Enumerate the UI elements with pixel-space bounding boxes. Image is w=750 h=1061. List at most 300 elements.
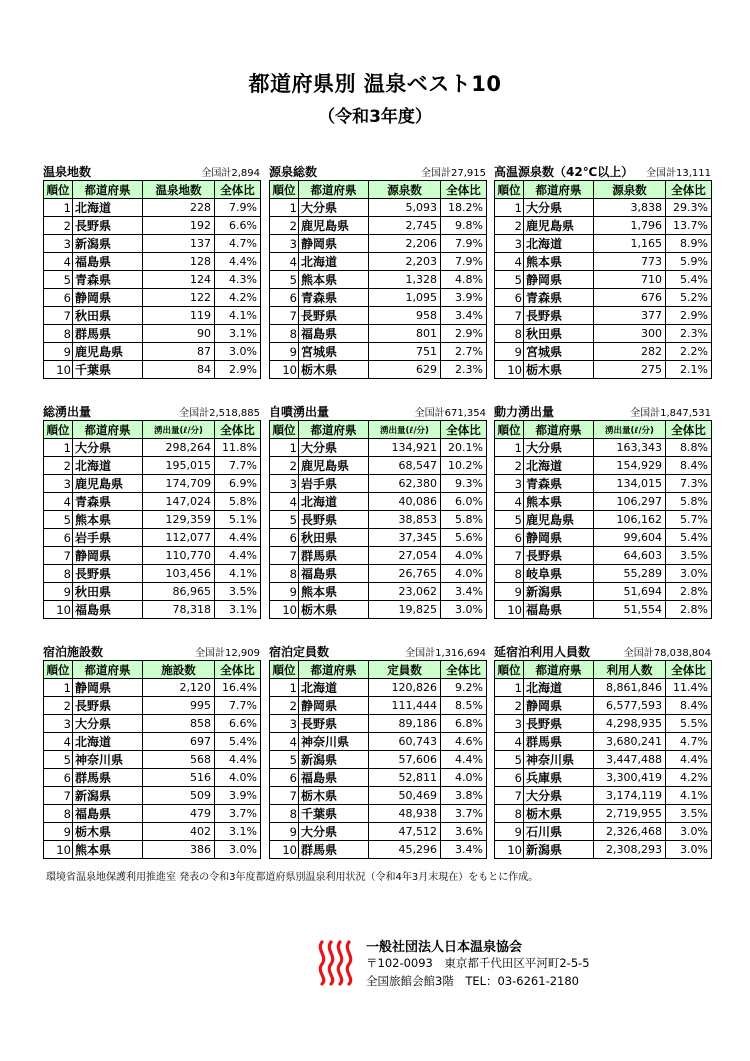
share-cell: 8.5% <box>441 697 487 715</box>
table-row <box>495 493 712 511</box>
prefecture-cell: 大分県 <box>299 199 369 217</box>
prefecture-cell: 長野県 <box>73 565 143 583</box>
table-row <box>495 307 712 325</box>
page-title: 都道府県別 温泉ベスト10 <box>248 72 502 96</box>
share-cell: 4.0% <box>215 769 261 787</box>
value-header: 源泉数 <box>369 181 441 199</box>
value-cell: 134,921 <box>369 439 441 457</box>
rank-cell: 3 <box>270 475 299 493</box>
rank-header: 順位 <box>44 661 73 679</box>
prefecture-cell: 栃木県 <box>524 805 594 823</box>
rank-cell: 8 <box>44 805 73 823</box>
share-cell: 4.3% <box>215 271 261 289</box>
value-cell: 192 <box>143 217 215 235</box>
value-cell: 23,062 <box>369 583 441 601</box>
rank-cell: 5 <box>44 751 73 769</box>
table-row <box>270 217 487 235</box>
table-row <box>270 529 487 547</box>
rank-cell: 3 <box>495 475 524 493</box>
prefecture-cell: 兵庫県 <box>524 769 594 787</box>
prefecture-header: 都道府県 <box>73 421 143 439</box>
prefecture-cell: 群馬県 <box>73 769 143 787</box>
table-row <box>495 529 712 547</box>
value-cell: 2,326,468 <box>594 823 666 841</box>
rank-cell: 2 <box>270 697 299 715</box>
rank-cell: 1 <box>44 199 73 217</box>
prefecture-cell: 群馬県 <box>524 733 594 751</box>
share-cell: 3.0% <box>215 841 261 859</box>
rank-cell: 3 <box>44 235 73 253</box>
rank-cell: 9 <box>270 343 299 361</box>
table-row <box>44 733 261 751</box>
table-row <box>44 751 261 769</box>
share-cell: 5.5% <box>666 715 712 733</box>
rank-cell: 4 <box>270 493 299 511</box>
prefecture-header: 都道府県 <box>524 181 594 199</box>
table-row <box>44 511 261 529</box>
value-cell: 78,318 <box>143 601 215 619</box>
prefecture-cell: 宮城県 <box>524 343 594 361</box>
prefecture-cell: 熊本県 <box>524 253 594 271</box>
value-cell: 858 <box>143 715 215 733</box>
prefecture-cell: 静岡県 <box>524 697 594 715</box>
table-row <box>495 733 712 751</box>
rank-cell: 6 <box>270 529 299 547</box>
rank-cell: 4 <box>270 733 299 751</box>
prefecture-cell: 長野県 <box>524 547 594 565</box>
block-header <box>43 163 260 180</box>
table-row <box>270 787 487 805</box>
prefecture-header: 都道府県 <box>299 661 369 679</box>
national-total: 全国計78,038,804 <box>623 648 711 659</box>
table-row <box>270 565 487 583</box>
rank-cell: 2 <box>44 457 73 475</box>
table-row <box>495 769 712 787</box>
table-row <box>495 805 712 823</box>
national-total: 全国計12,909 <box>195 648 260 659</box>
rank-cell: 10 <box>44 361 73 379</box>
share-cell: 3.4% <box>441 583 487 601</box>
prefecture-cell: 秋田県 <box>73 307 143 325</box>
table-row <box>495 679 712 697</box>
prefecture-header: 都道府県 <box>524 421 594 439</box>
ranking-block <box>269 403 486 619</box>
table-row <box>44 253 261 271</box>
value-cell: 57,606 <box>369 751 441 769</box>
value-cell: 110,770 <box>143 547 215 565</box>
share-cell: 4.4% <box>215 547 261 565</box>
value-cell: 509 <box>143 787 215 805</box>
table-row <box>44 715 261 733</box>
table-row <box>495 457 712 475</box>
rank-cell: 1 <box>270 199 299 217</box>
value-cell: 2,308,293 <box>594 841 666 859</box>
prefecture-cell: 秋田県 <box>73 583 143 601</box>
value-cell: 64,603 <box>594 547 666 565</box>
share-header: 全体比 <box>666 181 712 199</box>
rank-cell: 3 <box>44 475 73 493</box>
table-row <box>44 565 261 583</box>
value-cell: 676 <box>594 289 666 307</box>
table-row <box>44 199 261 217</box>
value-cell: 174,709 <box>143 475 215 493</box>
table-row <box>495 841 712 859</box>
table-row <box>495 787 712 805</box>
prefecture-cell: 福島県 <box>73 253 143 271</box>
share-cell: 3.1% <box>215 823 261 841</box>
rank-header: 順位 <box>270 661 299 679</box>
share-cell: 5.4% <box>215 733 261 751</box>
share-cell: 6.9% <box>215 475 261 493</box>
rank-cell: 3 <box>270 715 299 733</box>
share-cell: 9.8% <box>441 217 487 235</box>
value-cell: 99,604 <box>594 529 666 547</box>
national-total: 全国計1,847,531 <box>630 408 711 419</box>
prefecture-cell: 新潟県 <box>524 841 594 859</box>
share-header: 全体比 <box>666 421 712 439</box>
value-cell: 568 <box>143 751 215 769</box>
ranking-table <box>494 420 712 619</box>
value-cell: 386 <box>143 841 215 859</box>
prefecture-cell: 鹿児島県 <box>73 475 143 493</box>
value-cell: 228 <box>143 199 215 217</box>
value-cell: 27,054 <box>369 547 441 565</box>
table-header-row <box>270 661 487 679</box>
share-cell: 4.0% <box>441 769 487 787</box>
prefecture-cell: 長野県 <box>73 697 143 715</box>
table-row <box>270 601 487 619</box>
value-cell: 1,796 <box>594 217 666 235</box>
rank-cell: 4 <box>44 733 73 751</box>
prefecture-cell: 北海道 <box>73 199 143 217</box>
prefecture-cell: 鹿児島県 <box>299 217 369 235</box>
share-cell: 18.2% <box>441 199 487 217</box>
prefecture-cell: 静岡県 <box>299 697 369 715</box>
table-row <box>270 583 487 601</box>
page-subtitle: （令和3年度） <box>318 107 432 127</box>
share-cell: 5.8% <box>441 511 487 529</box>
prefecture-cell: 大分県 <box>299 439 369 457</box>
ranking-table <box>269 660 487 859</box>
rank-cell: 6 <box>44 289 73 307</box>
rank-cell: 4 <box>270 253 299 271</box>
rank-cell: 4 <box>44 253 73 271</box>
prefecture-cell: 福島県 <box>299 325 369 343</box>
share-cell: 2.9% <box>441 325 487 343</box>
prefecture-cell: 福島県 <box>299 565 369 583</box>
value-cell: 697 <box>143 733 215 751</box>
share-cell: 7.7% <box>215 697 261 715</box>
share-cell: 4.2% <box>666 769 712 787</box>
prefecture-cell: 千葉県 <box>73 361 143 379</box>
value-header: 湧出量(ℓ/分) <box>594 421 666 439</box>
rank-cell: 1 <box>495 679 524 697</box>
table-row <box>270 841 487 859</box>
rank-cell: 8 <box>270 805 299 823</box>
share-cell: 4.8% <box>441 271 487 289</box>
prefecture-cell: 熊本県 <box>524 493 594 511</box>
share-cell: 11.4% <box>666 679 712 697</box>
block-header <box>494 163 711 180</box>
table-row <box>270 493 487 511</box>
share-cell: 5.8% <box>666 493 712 511</box>
value-cell: 112,077 <box>143 529 215 547</box>
share-header: 全体比 <box>215 181 261 199</box>
table-row <box>495 565 712 583</box>
ranking-table <box>269 420 487 619</box>
rank-cell: 5 <box>44 271 73 289</box>
national-total: 全国計2,894 <box>201 168 260 179</box>
table-row <box>495 823 712 841</box>
share-cell: 3.7% <box>441 805 487 823</box>
rank-cell: 5 <box>495 271 524 289</box>
share-cell: 4.2% <box>215 289 261 307</box>
block-title: 宿泊定員数 <box>269 645 330 659</box>
rank-cell: 3 <box>270 235 299 253</box>
rank-cell: 6 <box>495 289 524 307</box>
national-total: 全国計1,316,694 <box>405 648 486 659</box>
ranking-block <box>494 643 711 859</box>
value-cell: 275 <box>594 361 666 379</box>
prefecture-cell: 北海道 <box>299 253 369 271</box>
table-row <box>270 457 487 475</box>
table-header-row <box>270 181 487 199</box>
table-row <box>44 841 261 859</box>
rank-cell: 6 <box>495 769 524 787</box>
table-row <box>44 307 261 325</box>
value-cell: 122 <box>143 289 215 307</box>
share-cell: 2.3% <box>666 325 712 343</box>
rank-cell: 9 <box>270 583 299 601</box>
ranking-table <box>43 660 261 859</box>
prefecture-cell: 神奈川県 <box>299 733 369 751</box>
table-header-row <box>44 181 261 199</box>
rank-cell: 3 <box>44 715 73 733</box>
value-header: 湧出量(ℓ/分) <box>369 421 441 439</box>
table-row <box>495 547 712 565</box>
prefecture-cell: 神奈川県 <box>524 751 594 769</box>
rank-cell: 6 <box>270 769 299 787</box>
table-row <box>495 235 712 253</box>
share-cell: 3.1% <box>215 325 261 343</box>
share-cell: 4.6% <box>441 733 487 751</box>
rank-cell: 1 <box>270 679 299 697</box>
table-row <box>495 751 712 769</box>
prefecture-cell: 青森県 <box>299 289 369 307</box>
share-cell: 2.2% <box>666 343 712 361</box>
value-cell: 3,300,419 <box>594 769 666 787</box>
table-row <box>270 511 487 529</box>
table-row <box>495 697 712 715</box>
value-cell: 2,203 <box>369 253 441 271</box>
block-header <box>494 643 711 660</box>
value-cell: 40,086 <box>369 493 441 511</box>
value-cell: 629 <box>369 361 441 379</box>
share-cell: 8.4% <box>666 697 712 715</box>
block-title: 総湧出量 <box>43 405 92 419</box>
value-cell: 134,015 <box>594 475 666 493</box>
rank-cell: 2 <box>495 697 524 715</box>
prefecture-cell: 北海道 <box>524 679 594 697</box>
share-cell: 2.9% <box>666 307 712 325</box>
table-row <box>270 271 487 289</box>
block-title: 自噴湧出量 <box>269 405 330 419</box>
value-header: 湧出量(ℓ/分) <box>143 421 215 439</box>
table-row <box>44 547 261 565</box>
table-row <box>270 199 487 217</box>
rank-header: 順位 <box>495 661 524 679</box>
table-row <box>44 289 261 307</box>
value-cell: 3,838 <box>594 199 666 217</box>
prefecture-cell: 長野県 <box>524 715 594 733</box>
value-cell: 119 <box>143 307 215 325</box>
table-row <box>270 751 487 769</box>
share-cell: 3.0% <box>666 565 712 583</box>
rank-cell: 10 <box>495 361 524 379</box>
ranking-block <box>494 163 711 379</box>
value-cell: 52,811 <box>369 769 441 787</box>
rank-cell: 5 <box>270 751 299 769</box>
prefecture-cell: 大分県 <box>524 787 594 805</box>
rank-header: 順位 <box>495 181 524 199</box>
table-row <box>495 715 712 733</box>
table-header-row <box>44 661 261 679</box>
value-cell: 300 <box>594 325 666 343</box>
value-cell: 84 <box>143 361 215 379</box>
share-cell: 5.6% <box>441 529 487 547</box>
rank-cell: 8 <box>44 565 73 583</box>
table-row <box>44 679 261 697</box>
share-cell: 7.3% <box>666 475 712 493</box>
block-title: 宿泊施設数 <box>43 645 104 659</box>
value-cell: 137 <box>143 235 215 253</box>
share-cell: 5.1% <box>215 511 261 529</box>
prefecture-cell: 静岡県 <box>524 271 594 289</box>
rank-cell: 5 <box>44 511 73 529</box>
prefecture-cell: 栃木県 <box>299 601 369 619</box>
table-row <box>44 805 261 823</box>
prefecture-cell: 福島県 <box>299 769 369 787</box>
national-total: 全国計671,354 <box>414 408 486 419</box>
share-cell: 4.0% <box>441 565 487 583</box>
rank-cell: 10 <box>270 361 299 379</box>
prefecture-cell: 鹿児島県 <box>524 511 594 529</box>
value-cell: 19,825 <box>369 601 441 619</box>
ranking-block <box>43 403 260 619</box>
value-cell: 2,120 <box>143 679 215 697</box>
value-header: 定員数 <box>369 661 441 679</box>
prefecture-cell: 神奈川県 <box>73 751 143 769</box>
prefecture-cell: 大分県 <box>524 199 594 217</box>
prefecture-cell: 岩手県 <box>73 529 143 547</box>
share-header: 全体比 <box>666 661 712 679</box>
value-cell: 103,456 <box>143 565 215 583</box>
share-cell: 3.1% <box>215 601 261 619</box>
value-cell: 154,929 <box>594 457 666 475</box>
prefecture-cell: 青森県 <box>73 271 143 289</box>
prefecture-cell: 長野県 <box>524 307 594 325</box>
organization-address: 〒102-0093 東京都千代田区平河町2-5-5 <box>366 956 590 970</box>
value-cell: 516 <box>143 769 215 787</box>
rank-cell: 2 <box>270 217 299 235</box>
share-cell: 5.4% <box>666 529 712 547</box>
rank-cell: 5 <box>495 511 524 529</box>
ranking-block <box>43 643 260 859</box>
table-row <box>270 697 487 715</box>
rank-cell: 8 <box>270 325 299 343</box>
share-header: 全体比 <box>215 661 261 679</box>
rank-cell: 1 <box>44 439 73 457</box>
prefecture-cell: 大分県 <box>524 439 594 457</box>
rank-cell: 9 <box>495 343 524 361</box>
share-cell: 4.4% <box>441 751 487 769</box>
rank-cell: 1 <box>44 679 73 697</box>
table-row <box>270 361 487 379</box>
share-cell: 7.9% <box>215 199 261 217</box>
share-cell: 6.6% <box>215 217 261 235</box>
value-cell: 282 <box>594 343 666 361</box>
table-row <box>270 289 487 307</box>
table-row <box>44 787 261 805</box>
rank-cell: 7 <box>44 307 73 325</box>
table-row <box>44 217 261 235</box>
value-cell: 86,965 <box>143 583 215 601</box>
prefecture-cell: 福島県 <box>73 805 143 823</box>
value-cell: 801 <box>369 325 441 343</box>
prefecture-cell: 青森県 <box>73 493 143 511</box>
prefecture-header: 都道府県 <box>73 661 143 679</box>
prefecture-cell: 秋田県 <box>299 529 369 547</box>
share-cell: 7.9% <box>441 235 487 253</box>
ranking-block <box>269 643 486 859</box>
share-header: 全体比 <box>441 661 487 679</box>
table-row <box>44 343 261 361</box>
table-row <box>270 823 487 841</box>
value-cell: 5,093 <box>369 199 441 217</box>
rank-cell: 10 <box>270 601 299 619</box>
table-header-row <box>495 661 712 679</box>
rank-cell: 9 <box>495 583 524 601</box>
prefecture-cell: 静岡県 <box>299 235 369 253</box>
table-row <box>44 493 261 511</box>
share-cell: 11.8% <box>215 439 261 457</box>
share-cell: 4.4% <box>666 751 712 769</box>
prefecture-cell: 北海道 <box>73 457 143 475</box>
organization-name: 一般社団法人日本温泉協会 <box>366 940 523 955</box>
rank-cell: 5 <box>270 511 299 529</box>
prefecture-cell: 北海道 <box>73 733 143 751</box>
table-header-row <box>495 181 712 199</box>
share-cell: 3.5% <box>215 583 261 601</box>
value-cell: 958 <box>369 307 441 325</box>
share-cell: 3.4% <box>441 841 487 859</box>
block-header <box>269 643 486 660</box>
block-header <box>494 403 711 420</box>
value-cell: 87 <box>143 343 215 361</box>
value-cell: 124 <box>143 271 215 289</box>
rank-cell: 10 <box>495 601 524 619</box>
prefecture-cell: 宮城県 <box>299 343 369 361</box>
rank-cell: 9 <box>270 823 299 841</box>
value-cell: 1,165 <box>594 235 666 253</box>
share-cell: 3.0% <box>666 823 712 841</box>
value-header: 温泉地数 <box>143 181 215 199</box>
value-cell: 51,554 <box>594 601 666 619</box>
rank-cell: 7 <box>44 787 73 805</box>
prefecture-cell: 北海道 <box>299 493 369 511</box>
table-row <box>270 325 487 343</box>
block-header <box>43 643 260 660</box>
